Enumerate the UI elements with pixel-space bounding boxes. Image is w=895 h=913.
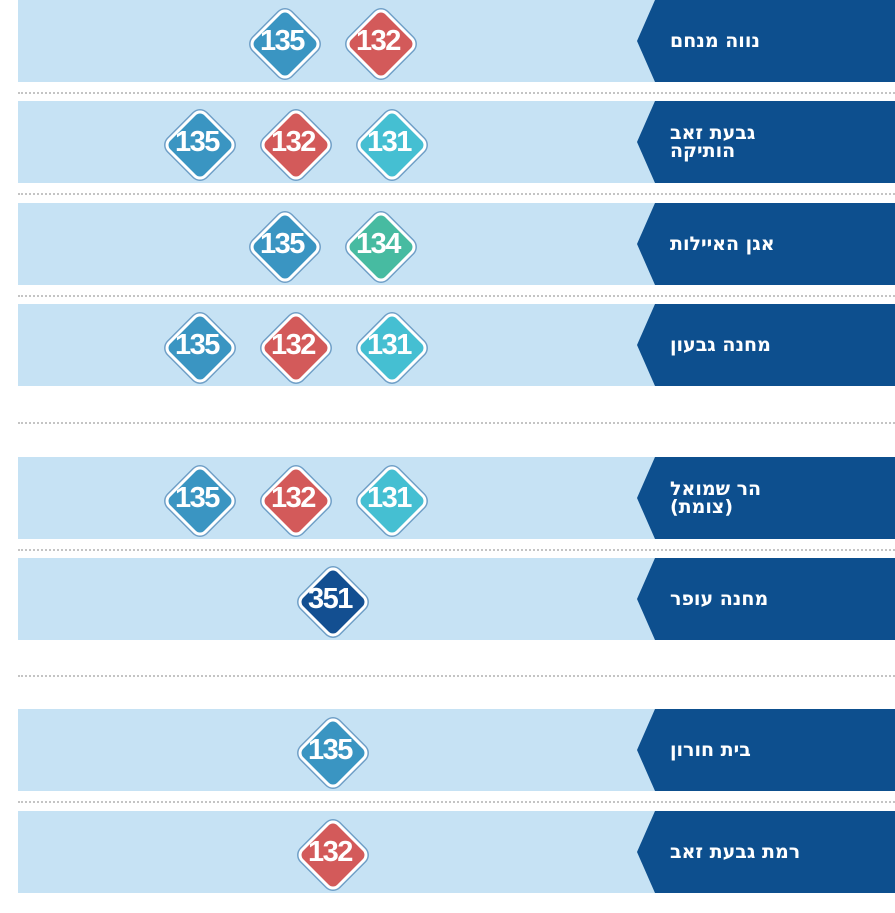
row-separator <box>18 193 895 195</box>
row-separator <box>18 549 895 551</box>
station-name-line: (צומת) <box>670 496 734 518</box>
line-number: 135 <box>175 328 219 361</box>
line-number: 131 <box>367 481 411 514</box>
station-row <box>18 709 895 791</box>
line-132-badge[interactable] <box>344 7 412 75</box>
line-number: 131 <box>367 125 411 158</box>
row-separator <box>18 422 895 424</box>
row-separator <box>18 675 895 677</box>
station-name-line: הר שמואל <box>670 478 762 500</box>
row-separator <box>18 92 895 94</box>
station-row <box>18 0 895 82</box>
station-name-line: מחנה עופר <box>670 588 769 610</box>
row-separator <box>18 801 895 803</box>
station-name-line: בית חורון <box>670 739 751 761</box>
row-separator <box>18 295 895 297</box>
line-132-badge[interactable] <box>296 818 364 886</box>
station-name-line: מחנה גבעון <box>670 334 771 356</box>
station-row <box>18 811 895 893</box>
station-row <box>18 457 895 539</box>
line-number: 135 <box>175 125 219 158</box>
station-row <box>18 203 895 285</box>
station-name-line: נווה מנחם <box>670 30 760 52</box>
line-number: 135 <box>308 733 352 766</box>
station-name <box>670 558 895 640</box>
line-351-badge[interactable] <box>296 565 364 633</box>
line-131-badge[interactable] <box>355 464 423 532</box>
line-number: 132 <box>271 328 315 361</box>
line-number: 132 <box>271 125 315 158</box>
line-number: 351 <box>308 582 352 615</box>
line-number: 134 <box>356 227 400 260</box>
station-row <box>18 304 895 386</box>
line-132-badge[interactable] <box>259 464 327 532</box>
line-number: 131 <box>367 328 411 361</box>
station-name <box>670 304 895 386</box>
station-name <box>670 0 895 82</box>
station-name-line: הותיקה <box>670 140 736 162</box>
line-132-badge[interactable] <box>259 311 327 379</box>
station-row <box>18 558 895 640</box>
line-number: 135 <box>260 227 304 260</box>
station-name <box>670 101 895 183</box>
station-name-line: גבעת זאב <box>670 122 756 144</box>
line-number: 135 <box>175 481 219 514</box>
station-name <box>670 203 895 285</box>
line-number: 135 <box>260 24 304 57</box>
line-134-badge[interactable] <box>344 210 412 278</box>
station-row <box>18 101 895 183</box>
line-131-badge[interactable] <box>355 311 423 379</box>
line-132-badge[interactable] <box>259 108 327 176</box>
station-name <box>670 709 895 791</box>
line-135-badge[interactable] <box>248 210 316 278</box>
line-number: 132 <box>308 835 352 868</box>
line-number: 132 <box>356 24 400 57</box>
line-135-badge[interactable] <box>163 464 231 532</box>
line-135-badge[interactable] <box>296 716 364 784</box>
line-135-badge[interactable] <box>248 7 316 75</box>
station-name <box>670 811 895 893</box>
line-135-badge[interactable] <box>163 108 231 176</box>
station-name-line: רמת גבעת זאב <box>670 841 801 863</box>
station-name <box>670 457 895 539</box>
line-number: 132 <box>271 481 315 514</box>
line-135-badge[interactable] <box>163 311 231 379</box>
station-name-line: אגן האיילות <box>670 233 775 255</box>
line-131-badge[interactable] <box>355 108 423 176</box>
